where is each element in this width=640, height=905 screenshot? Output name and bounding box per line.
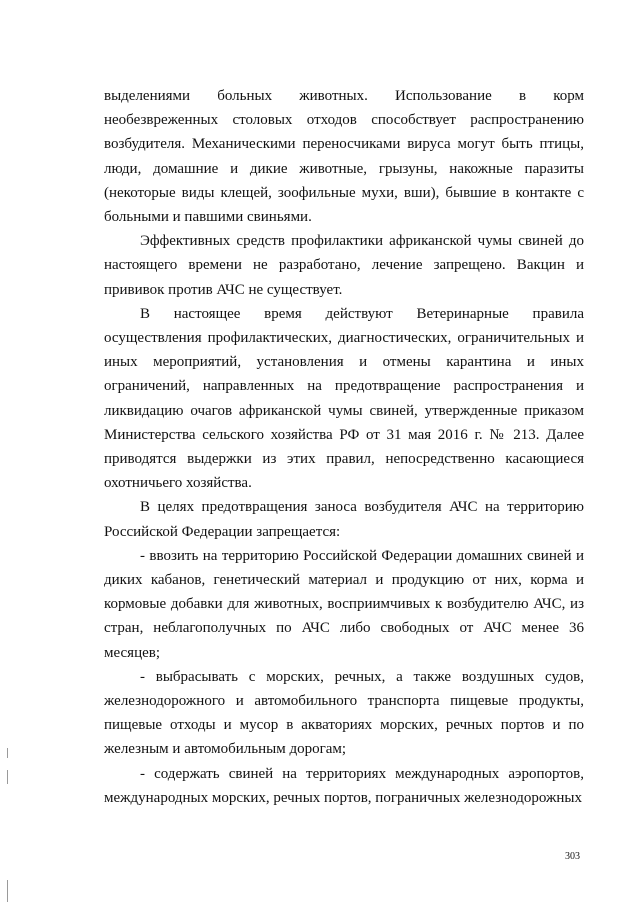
paragraph: В целях предотвращения заноса возбудителя АЧС на территорию Российской Федерации запрещается:: [104, 499, 584, 540]
paragraph: выделениями больных животных. Использование в корм необезвреженных столовых отходов способствует распространению возбудителя. Механическими переносчиками вируса могут быть птицы, люди, домашние и дикие животные, грызуны, накожные паразиты (некоторые виды клещей, зоофильные мухи, вши), бывшие в контакте с больными и павшими свиньями.: [104, 88, 584, 226]
paragraph: Эффективных средств профилактики африканской чумы свиней до настоящего времени не разработано, лечение запрещено. Вакцин и прививок против АЧС не существует.: [104, 233, 584, 298]
page-number: 303: [565, 851, 580, 862]
paragraph: В настоящее время действуют Ветеринарные правила осуществления профилактических, диагностических, ограничительных и иных мероприятий, установления и отмены карантина и иных ограничений, направленных на предотвращение распространения и ликвидацию очагов африканской чумы свиней, утвержденные приказом Министерства сельского хозяйства РФ от 31 мая 2016 г. № 213. Далее приводятся выдержки из этих правил, непосредственно касающиеся охотничьего хозяйства.: [104, 305, 584, 492]
scan-edge-mark: [7, 748, 8, 758]
paragraph: - выбрасывать с морских, речных, а также воздушных судов, железнодорожного и автомобильного транспорта пищевые продукты, пищевые отходы и мусор в акваториях морских, речных портов и по железным и автомобильным дорогам;: [104, 668, 584, 758]
body-text: [104, 84, 584, 810]
scan-edge-mark: [7, 880, 8, 902]
paragraph: - содержать свиней на территориях международных аэропортов, международных морских, речных портов, пограничных железнодорожных: [104, 765, 584, 806]
paragraph: - ввозить на территорию Российской Федерации домашних свиней и диких кабанов, генетический материал и продукцию от них, корма и кормовые добавки для животных, восприимчивых к возбудителю АЧС, из стран, неблагополучных по АЧС либо свободных от АЧС менее 36 месяцев;: [104, 547, 584, 661]
scan-edge-mark: [7, 770, 8, 784]
